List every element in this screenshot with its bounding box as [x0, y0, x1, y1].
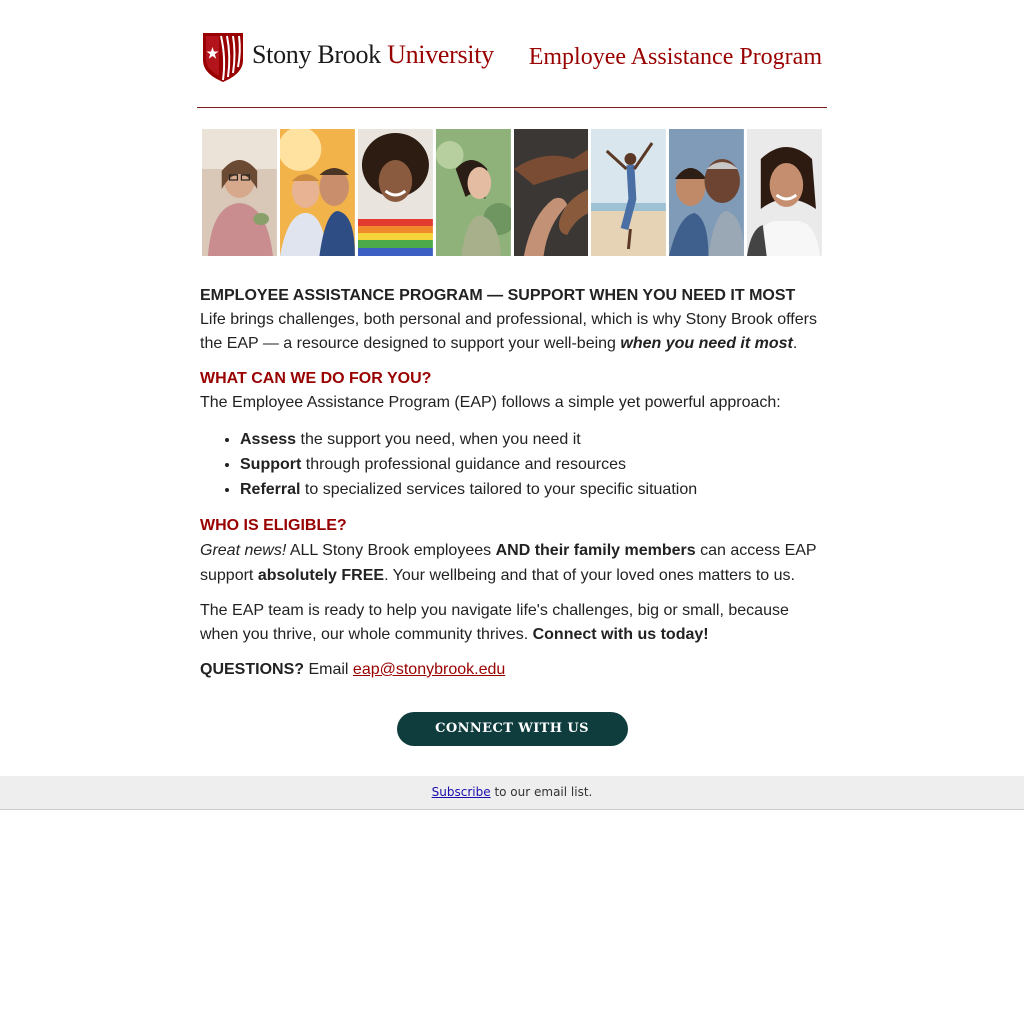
intro-heading: EMPLOYEE ASSISTANCE PROGRAM — SUPPORT WHEN YOU NEED IT MOST: [200, 287, 796, 304]
bullet-text: the support you need, when you need it: [296, 431, 581, 448]
photo-father-child: [280, 129, 355, 256]
cta-wrapper: [0, 712, 1024, 771]
email-body: [200, 284, 824, 682]
photo-woman-dancing-beach: [591, 129, 666, 256]
bullet-text: to specialized services tailored to your specific situation: [300, 481, 698, 498]
list-item: [240, 452, 824, 477]
program-title: Employee Assistance Program: [528, 44, 822, 70]
approach-list: [200, 427, 824, 502]
eligible-heading: WHO IS ELIGIBLE?: [200, 517, 347, 534]
eligible-text-1: ALL Stony Brook employees: [286, 542, 496, 559]
intro-period: .: [792, 335, 798, 352]
team-bold: Connect with us today!: [532, 626, 709, 643]
bullet-bold: Support: [240, 456, 302, 473]
eligible-bold-2: absolutely FREE: [257, 567, 385, 584]
list-item: [240, 477, 824, 502]
photo-strip: [202, 129, 822, 256]
brand-name-part2: University: [387, 40, 494, 69]
photo-woman-glasses: [202, 129, 277, 256]
header-divider: [197, 107, 827, 108]
eligible-text-2: can access EAP support: [200, 542, 817, 584]
email-header: [200, 30, 824, 86]
eligible-paragraph: [200, 538, 824, 588]
what-heading: WHAT CAN WE DO FOR YOU?: [200, 370, 432, 387]
questions-text: Email: [304, 661, 353, 678]
eligible-italic: Great news!: [200, 542, 287, 559]
eligible-text-3: . Your wellbeing and that of your loved ones matters to us.: [384, 567, 795, 584]
university-shield-logo: [202, 32, 244, 82]
intro-text: Life brings challenges, both personal and professional, which is why Stony Brook offers the EAP — a resource designed to support your well-being: [200, 311, 817, 352]
email-link[interactable]: eap@stonybrook.edu: [352, 661, 506, 678]
university-wordmark: [252, 40, 494, 70]
questions-label: QUESTIONS?: [200, 661, 305, 678]
bullet-text: through professional guidance and resources: [301, 456, 626, 473]
photo-woman-profile: [436, 129, 511, 256]
photo-woman-pride-flag: [358, 129, 433, 256]
intro-paragraph: [200, 308, 824, 356]
list-item: [240, 427, 824, 452]
team-paragraph: [200, 599, 824, 647]
connect-button[interactable]: CONNECT WITH US TODAY!: [397, 712, 628, 746]
photo-hands: [514, 129, 589, 256]
bullet-bold: Assess: [240, 431, 297, 448]
photo-woman-towel: [747, 129, 822, 256]
what-text: The Employee Assistance Program (EAP) follows a simple yet powerful approach:: [200, 394, 781, 411]
questions-line: [200, 658, 824, 682]
footer-text: to our email list.: [490, 785, 593, 799]
brand-name-part1: Stony Brook: [252, 40, 381, 69]
intro-emphasis: when you need it most: [620, 335, 793, 352]
team-text: The EAP team is ready to help you navigate life's challenges, big or small, because when you thrive, our whole community thrives.: [200, 602, 789, 643]
footer: [0, 776, 1024, 810]
bullet-bold: Referral: [240, 481, 301, 498]
subscribe-link[interactable]: Subscribe: [431, 785, 491, 799]
photo-grandfather-child: [669, 129, 744, 256]
eligible-bold-1: AND their family members: [495, 542, 696, 559]
